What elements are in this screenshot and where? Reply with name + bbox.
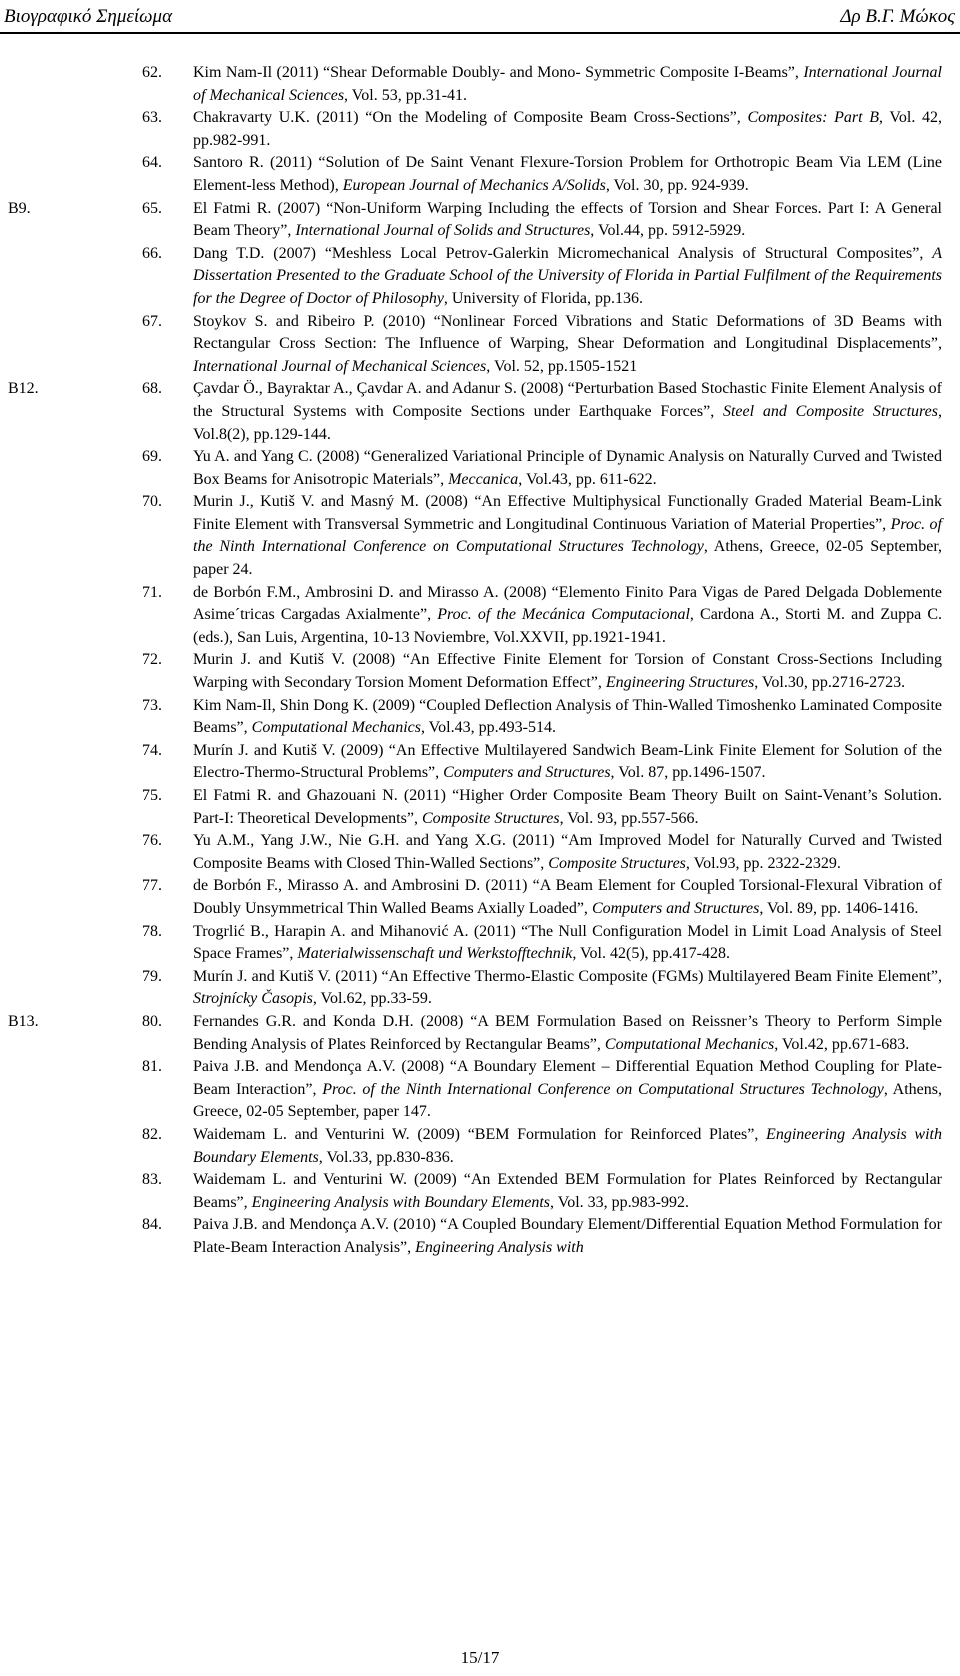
reference-item (0, 243, 960, 311)
reference-segment: Murín J. and Kutiš V. (2009) “An Effective Multilayered Sandwich Beam-Link Finite Element for Solution of the Electro-Thermo-Structural Problems”, (193, 741, 942, 782)
reference-segment: , Athens, Greece, 02-05 September, paper 24. (193, 538, 943, 579)
reference-segment: de Borbón F., Mirasso A. and Ambrosini D. (2011) “A Beam Element for Coupled Torsional-Flexural Vibration of Doubly Unsymmetrical Thin Walled Beams Axially Loaded”, (193, 877, 942, 917)
reference-item (0, 1214, 960, 1259)
reference-segment: , Vol.8(2), pp.129-144. (193, 402, 943, 443)
reference-source: Meccanica (448, 470, 519, 488)
reference-source: Engineering Analysis with Boundary Elements, (193, 1125, 942, 1166)
reference-text (193, 491, 942, 581)
reference-source: Computational Mechanics (251, 719, 421, 737)
reference-number: 78. (142, 922, 162, 940)
reference-number: 75. (142, 787, 162, 804)
reference-item (0, 875, 960, 920)
reference-text (193, 921, 942, 966)
reference-source: Materialwissenschaft und Werkstofftechnik, (297, 945, 577, 963)
reference-text (193, 107, 942, 152)
reference-segment: , Vol. 53, pp.31-41. (344, 86, 468, 104)
reference-number: 71. (142, 583, 162, 601)
reference-number: 82. (142, 1125, 162, 1143)
reference-text (193, 582, 942, 650)
reference-segment: , Vol.62, pp.33-59. (312, 990, 432, 1008)
reference-source: Steel and Composite Structures (722, 402, 939, 420)
reference-number: 81. (142, 1058, 162, 1076)
reference-item (0, 311, 960, 379)
reference-text (193, 1124, 942, 1169)
reference-item (0, 152, 960, 197)
reference-number: 62. (142, 64, 162, 81)
reference-text (193, 446, 942, 491)
reference-segment: , Vol.30, pp.2716-2723. (754, 674, 906, 692)
reference-number: 74. (142, 741, 162, 759)
reference-source: International Journal of Mechanical Sciences (193, 64, 942, 104)
reference-number: 83. (142, 1171, 162, 1189)
reference-segment: Santoro R. (2011) “Solution of De Saint Venant Flexure-Torsion Problem for Orthotropic Beam Via LEM (Line Element-less Method), (193, 154, 942, 194)
reference-item (0, 1124, 960, 1169)
reference-segment: , Vol. 87, pp.1496-1507. (610, 764, 766, 782)
reference-source: Composite Structures (548, 854, 686, 872)
reference-text (193, 243, 942, 311)
reference-number: 63. (142, 109, 162, 127)
reference-segment: Yu A.M., Yang J.W., Nie G.H. and Yang X.G. (2011) “Am Improved Model for Naturally Curved and Twisted Composite Beams with Closed Thin-Walled Sections”, (193, 832, 942, 872)
reference-segment: El Fatmi R. and Ghazouani N. (2011) “Higher Order Composite Beam Theory Built on Saint-Venant’s Solution. Part-I: Theoretical Developments”, (193, 787, 942, 827)
reference-number: 69. (142, 448, 162, 466)
reference-number: 64. (142, 154, 162, 172)
reference-item (0, 695, 960, 740)
reference-segment: Waidemam L. and Venturini W. (2009) “BEM Formulation for Reinforced Plates”, (193, 1125, 767, 1143)
reference-source: Engineering Analysis with Boundary Elements (251, 1193, 550, 1211)
reference-segment: , University of Florida, pp.136. (443, 289, 644, 307)
reference-item (0, 785, 960, 830)
reference-number: 67. (142, 312, 162, 330)
reference-segment: Murín J. and Kutiš V. (2011) “An Effective Thermo-Elastic Composite (FGMs) Multilayered Beam Finite Element”, (193, 967, 942, 985)
reference-text (193, 198, 942, 243)
reference-list (0, 62, 960, 1259)
reference-text (193, 152, 942, 197)
reference-text (193, 830, 942, 875)
reference-segment: Yu A. and Yang C. (2008) “Generalized Variational Principle of Dynamic Analysis on Naturally Curved and Twisted Box Beams for Anisotropic Materials”, (193, 448, 942, 488)
reference-segment: Murin J., Kutiš V. and Masný M. (2008) “An Effective Multiphysical Functionally Graded Material Beam-Link Finite Element with Transversal Symmetric and Longitudinal Continuous Variation of Material Properties”, (193, 493, 942, 533)
reference-text (193, 649, 942, 694)
reference-text (193, 785, 942, 830)
reference-number: 66. (142, 244, 162, 262)
reference-segment: Waidemam L. and Venturini W. (2009) “An Extended BEM Formulation for Plates Reinforced by Rectangular Beams”, (193, 1171, 942, 1211)
reference-source: European Journal of Mechanics A/Solids (342, 176, 606, 194)
reference-segment: , Cardona A., Storti M. and Zuppa C. (eds.), San Luis, Argentina, 10-13 Noviembre, Vol.XXVII, pp.1921-1941. (193, 606, 943, 646)
reference-text (193, 695, 942, 740)
reference-group-label: B13. (8, 1012, 39, 1030)
reference-source: International Journal of Solids and Structures (295, 222, 591, 240)
reference-item (0, 921, 960, 966)
reference-source: Proc. of the Ninth International Conference on Computational Structures Technology (193, 515, 943, 556)
page-header (0, 0, 960, 36)
reference-segment: , Vol.43, pp. 611-622. (518, 470, 657, 488)
reference-number: 73. (142, 696, 162, 714)
reference-item (0, 830, 960, 875)
reference-source: Engineering Structures (605, 674, 755, 692)
reference-text (193, 875, 942, 920)
reference-number: 80. (142, 1012, 162, 1030)
reference-number: 70. (142, 493, 162, 511)
reference-number: 65. (142, 199, 162, 217)
reference-segment: Çavdar Ö., Bayraktar A., Çavdar A. and Adanur S. (2008) “Perturbation Based Stochastic Finite Element Analysis of the Structural Systems with Composite Sections under Earthquake Forces”, (193, 380, 942, 420)
reference-text (193, 1011, 942, 1056)
reference-segment: de Borbón F.M., Ambrosini D. and Mirasso A. (2008) “Elemento Finito Para Vigas de Pared Delgada Doblemente Asime´tricas Cargadas Axialmente”, (193, 583, 942, 624)
reference-source: Composite Structures (421, 809, 560, 827)
reference-number: 68. (142, 380, 162, 398)
reference-segment: Vol.33, pp.830-836. (322, 1148, 454, 1166)
reference-number: 77. (142, 877, 162, 895)
reference-number: 72. (142, 651, 162, 669)
reference-item (0, 107, 960, 152)
reference-item (0, 198, 960, 243)
reference-segment: , Vol.42, pp.671-683. (774, 1035, 910, 1053)
reference-text (193, 378, 942, 446)
reference-segment: Kim Nam-Il, Shin Dong K. (2009) “Coupled Deflection Analysis of Thin-Walled Timoshenko Laminated Composite Beams”, (193, 696, 942, 737)
reference-item (0, 740, 960, 785)
reference-segment: , Vol. 30, pp. 924-939. (605, 176, 749, 194)
reference-item (0, 582, 960, 650)
reference-source: A Dissertation Presented to the Graduate School of the University of Florida in Partial Fulfilment of the Requirements for the Degree of Doctor of Philosophy (193, 244, 942, 307)
reference-item (0, 649, 960, 694)
reference-segment: , Vol. 52, pp.1505-1521 (486, 357, 638, 375)
reference-segment: Stoykov S. and Ribeiro P. (2010) “Nonlinear Forced Vibrations and Static Deformations of 3D Beams with Rectangular Cross Section: The Influence of Warping, Shear Deformation and Longitudinal Displacements”, (193, 312, 942, 353)
reference-segment: , Vol.93, pp. 2322-2329. (685, 854, 841, 872)
reference-text (193, 1169, 942, 1214)
reference-text (193, 1214, 942, 1259)
reference-source: Computational Mechanics (604, 1035, 775, 1053)
reference-item (0, 1011, 960, 1056)
reference-item (0, 446, 960, 491)
reference-segment: Murin J. and Kutiš V. (2008) “An Effective Finite Element for Torsion of Constant Cross-Sections Including Warping with Secondary Torsion Moment Deformation Effect”, (193, 651, 942, 692)
reference-source: International Journal of Mechanical Sciences (193, 357, 487, 375)
reference-segment: Chakravarty U.K. (2011) “On the Modeling of Composite Beam Cross-Sections”, (193, 109, 748, 127)
header-left-title: Βιογραφικό Σημείωμα (4, 6, 173, 27)
reference-source: Composites: Part B (747, 109, 880, 127)
reference-segment: , Vol. 93, pp.557-566. (559, 809, 699, 827)
reference-source: Proc. of the Mecánica Computacional (437, 606, 690, 624)
reference-group-label: B9. (8, 199, 31, 217)
reference-segment: , Vol. 33, pp.983-992. (550, 1193, 689, 1211)
reference-segment: Fernandes G.R. and Konda D.H. (2008) “A BEM Formulation Based on Reissner’s Theory to Perform Simple Bending Analysis of Plates Reinforced by Rectangular Beams”, (193, 1012, 942, 1053)
reference-item (0, 1169, 960, 1214)
page-number: 15/17 (460, 1648, 500, 1667)
reference-text (193, 311, 942, 379)
reference-item (0, 378, 960, 446)
header-right-author: Δρ Β.Γ. Μώκος (840, 6, 955, 27)
reference-segment: Trogrlić B., Harapin A. and Mihanović A. (2011) “The Null Configuration Model in Limit Load Analysis of Steel Space Frames”, (193, 922, 942, 963)
reference-segment: , Vol.44, pp. 5912-5929. (590, 222, 746, 240)
reference-number: 84. (142, 1216, 162, 1234)
reference-source: Strojnícky Časopis (193, 990, 313, 1008)
reference-source: Computers and Structures (443, 764, 611, 782)
reference-segment: Kim Nam-Il (2011) “Shear Deformable Doubly- and Mono- Symmetric Composite I-Beams”, (193, 64, 804, 81)
header-rule (0, 32, 960, 34)
reference-item (0, 491, 960, 581)
reference-group-label: B12. (8, 380, 39, 398)
reference-segment: , Vol.43, pp.493-514. (420, 719, 556, 737)
reference-item (0, 62, 960, 107)
reference-source: Engineering Analysis with (415, 1238, 584, 1256)
reference-source: Proc. of the Ninth International Conference on Computational Structures Technology (322, 1080, 884, 1098)
reference-segment: Vol. 42(5), pp.417-428. (576, 945, 730, 963)
reference-text (193, 740, 942, 785)
reference-segment: Paiva J.B. and Mendonça A.V. (2008) “A Boundary Element – Differential Equation Method Coupling for Plate-Beam Interaction”, (193, 1058, 942, 1098)
reference-text (193, 966, 942, 1011)
reference-source: Computers and Structures (591, 899, 760, 917)
reference-segment: , Vol. 42, pp.982-991. (193, 109, 943, 149)
reference-segment: El Fatmi R. (2007) “Non-Uniform Warping Including the effects of Torsion and Shear Forces. Part I: A General Beam Theory”, (193, 199, 942, 240)
reference-text (193, 1056, 942, 1124)
reference-number: 79. (142, 967, 162, 985)
reference-item (0, 1056, 960, 1124)
reference-number: 76. (142, 832, 162, 850)
reference-item (0, 966, 960, 1011)
reference-segment: Paiva J.B. and Mendonça A.V. (2010) “A Coupled Boundary Element/Differential Equation Method Formulation for Plate-Beam Interaction Analysis”, (193, 1216, 942, 1256)
reference-text (193, 62, 942, 107)
reference-segment: Dang T.D. (2007) “Meshless Local Petrov-Galerkin Micromechanical Analysis of Structural Composites”, (193, 244, 933, 262)
reference-segment: , Athens, Greece, 02-05 September, paper 147. (193, 1080, 942, 1121)
reference-segment: , Vol. 89, pp. 1406-1416. (759, 899, 919, 917)
